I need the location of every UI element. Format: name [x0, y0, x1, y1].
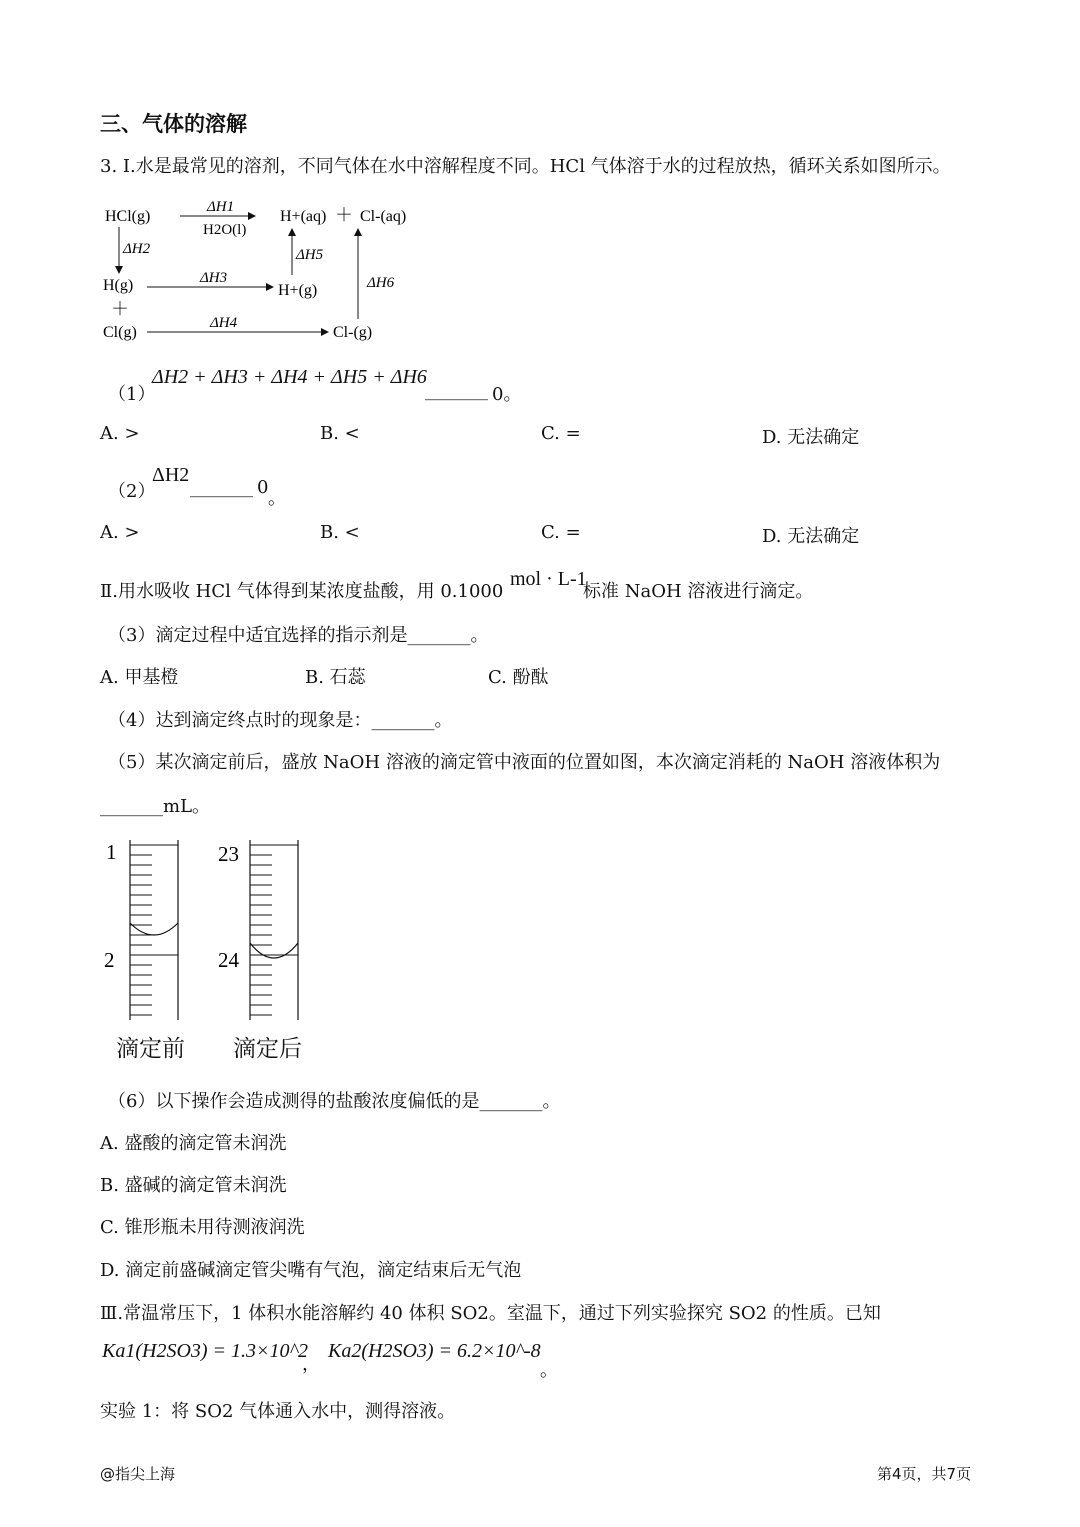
plus-sign: ＋	[335, 205, 353, 225]
footer-page-number: 第4页，共7页	[877, 1465, 972, 1483]
q1-option-a[interactable]: A. >	[100, 423, 140, 444]
dh5-label: ΔH5	[296, 247, 324, 263]
q1-expression: ΔH2 + ΔH3 + ΔH4 + ΔH5 + ΔH6	[152, 366, 427, 388]
part3-text: Ⅲ.常温常压下，1 体积水能溶解约 40 体积 SO2。室温下，通过下列实验探究 SO2 的性质。已知	[100, 1303, 881, 1324]
burette-after-label: 滴定后	[233, 1036, 302, 1062]
cl-g-label: Cl(g)	[103, 324, 137, 341]
h-aq-label: H+(aq)	[280, 208, 327, 225]
q2-tail: 0	[257, 477, 269, 498]
q5-text: （5）某次滴定前后，盛放 NaOH 溶液的滴定管中液面的位置如图，本次滴定消耗的 NaOH 溶液体积为	[108, 752, 941, 773]
dh1-label: ΔH1	[207, 199, 235, 215]
q2-number: （2）	[108, 481, 156, 502]
footer-source: @指尖上海	[100, 1465, 176, 1483]
q2-option-a[interactable]: A. >	[100, 522, 140, 543]
part2-text: Ⅱ.用水吸收 HCl 气体得到某浓度盐酸，用 0.1000	[100, 581, 504, 602]
q2-end: 。	[268, 488, 286, 509]
q4-text: （4）达到滴定终点时的现象是：_______。	[108, 710, 453, 731]
q3-option-b[interactable]: B. 石蕊	[305, 667, 366, 688]
thermo-cycle-diagram	[95, 195, 425, 355]
q5-text-2: _______mL。	[100, 796, 211, 817]
cl-aq-label: Cl-(aq)	[360, 208, 407, 225]
q6-option-b[interactable]: B. 盛碱的滴定管未润洗	[100, 1175, 287, 1196]
h-ion-g-label: H+(g)	[278, 282, 318, 299]
cl-ion-g-label: Cl-(g)	[333, 324, 373, 341]
q1-option-b[interactable]: B. <	[320, 423, 360, 444]
hcl-g-label: HCl(g)	[105, 208, 151, 225]
burette-before-label: 滴定前	[116, 1036, 185, 1062]
ka1-expression: Ka1(H2SO3) = 1.3×10^2	[102, 1340, 308, 1362]
concentration-unit: mol · L-1	[510, 568, 587, 590]
dh4-label: ΔH4	[210, 315, 238, 331]
q1-number: （1）	[108, 384, 156, 405]
q6-option-c[interactable]: C. 锥形瓶未用待测液润洗	[100, 1217, 305, 1238]
burette-after-top-mark: 23	[218, 842, 239, 866]
q3-option-a[interactable]: A. 甲基橙	[100, 667, 179, 688]
plus-sign-2: ＋	[111, 299, 129, 319]
ka2-expression: Ka2(H2SO3) = 6.2×10^-8	[328, 1340, 541, 1362]
h2o-label: H2O(l)	[203, 222, 247, 238]
burette-after-bottom-mark: 24	[218, 948, 239, 972]
burette-before-top-mark: 1	[106, 840, 117, 864]
ka-separator: ，	[302, 1354, 320, 1375]
q6-option-a[interactable]: A. 盛酸的滴定管未润洗	[100, 1133, 287, 1154]
h-g-label: H(g)	[103, 277, 134, 294]
dh2-label: ΔH2	[123, 241, 151, 257]
q2-option-b[interactable]: B. <	[320, 522, 360, 543]
q3-option-c[interactable]: C. 酚酞	[488, 667, 549, 688]
q1-tail: 0。	[492, 384, 522, 405]
dh3-label: ΔH3	[200, 270, 228, 286]
dh6-label: ΔH6	[367, 275, 395, 291]
q2-option-d[interactable]: D. 无法确定	[762, 526, 860, 547]
burette-before	[130, 840, 178, 1020]
question-intro: 3. Ⅰ.水是最常见的溶剂，不同气体在水中溶解程度不同。HCl 气体溶于水的过程放热，循环关系如图所示。	[100, 156, 951, 177]
q6-text: （6）以下操作会造成测得的盐酸浓度偏低的是_______。	[108, 1091, 561, 1112]
q1-option-c[interactable]: C. =	[541, 423, 581, 444]
q2-blank[interactable]: _______	[190, 477, 253, 498]
burette-after	[250, 840, 298, 1020]
q3-text: （3）滴定过程中适宜选择的指示剂是_______。	[108, 625, 489, 646]
q1-blank[interactable]: _______	[425, 380, 488, 401]
section-title: 三、气体的溶解	[100, 112, 247, 136]
part2-text-2: 标准 NaOH 溶液进行滴定。	[583, 581, 814, 602]
part3-end: 。	[540, 1360, 558, 1381]
q1-option-d[interactable]: D. 无法确定	[762, 427, 860, 448]
q2-expression: ΔH2	[152, 464, 190, 486]
q6-option-d[interactable]: D. 滴定前盛碱滴定管尖嘴有气泡，滴定结束后无气泡	[100, 1260, 522, 1281]
q2-option-c[interactable]: C. =	[541, 522, 581, 543]
burette-before-bottom-mark: 2	[104, 948, 115, 972]
experiment-1-text: 实验 1：将 SO2 气体通入水中，测得溶液。	[100, 1401, 456, 1422]
